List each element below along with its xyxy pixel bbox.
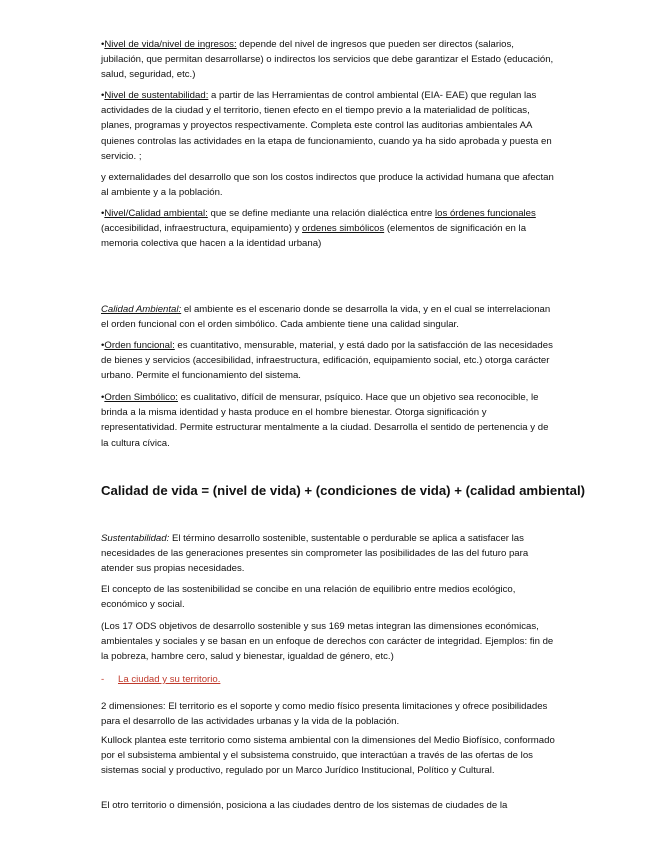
- text-calidad-ambiental: el ambiente es el escenario donde se desarrolla la vida, y en el cual se interrelacionan el orden funcional con el orden simbólico. Cada ambiente tiene una calidad singular.: [101, 304, 551, 331]
- formula-heading: Calidad de vida = (nivel de vida) + (condiciones de vida) + (calidad ambiental): [101, 483, 586, 498]
- bullet-orden-simbolico: [101, 390, 556, 451]
- bullet-calidad-ambiental-nivel: [101, 206, 556, 252]
- bullet-glyph: •: [101, 39, 105, 50]
- text-sustentabilidad: El término desarrollo sostenible, sustentable o perdurable se aplica a satisfacer las necesidades de las generaciones presentes sin comprometer las posibilidades de las del futuro para atender sus propias necesidades.: [101, 533, 529, 575]
- text-relacion-dialectica: que se define mediante una relación dialéctica entre: [207, 208, 436, 219]
- paragraph-sustentabilidad: [101, 531, 556, 577]
- text-elementos-significacion: (elementos de significación en la memoria colectiva que hacen a la identidad urbana): [101, 223, 527, 250]
- paragraph-concepto: El concepto de las sostenibilidad se concibe en una relación de equilibrio entre medios ecológico, económico y social.: [101, 584, 516, 611]
- term-calidad-ambiental: Calidad Ambiental:: [101, 304, 182, 315]
- section-title: La ciudad y su territorio.: [118, 674, 221, 685]
- text-orden-funcional: es cuantitativo, mensurable, material, y está dado por la satisfacción de las necesidades de bienes y servicios (accesibilidad, infraestructura, edificación, equipamiento social, etc.) otorga carácter urbano. Permite el funcionamiento del sistema.: [101, 340, 553, 382]
- link-ordenes-funcionales: los órdenes funcionales: [435, 208, 536, 219]
- bullet-nivel-de-sustentabilidad: [101, 88, 556, 164]
- bullet-glyph: •: [101, 340, 105, 351]
- paragraph-kullock: Kullock plantea este territorio como sistema ambiental con la dimensiones del Medio Biofísico, conformado por el subsistema ambiental y el subsistema construido, que interactúan a través de las ofertas de los sistemas social y productivo, regulado por un Marco Jurídico Institucional, Político y Cultural.: [101, 735, 555, 777]
- paragraph-otro-territorio: El otro territorio o dimensión, posiciona a las ciudades dentro de los sistemas de ciudades de la: [101, 800, 508, 811]
- bullet-glyph: •: [101, 392, 105, 403]
- term-sustentabilidad: Sustentabilidad:: [101, 533, 170, 544]
- section-heading: [101, 672, 556, 687]
- link-ordenes-simbolicos: ordenes simbólicos: [302, 223, 385, 235]
- term-nivel-de-sustentabilidad: Nivel de sustentabilidad:: [104, 90, 209, 101]
- paragraph-dimensiones: 2 dimensiones: El territorio es el soporte y como medio físico presenta limitaciones y ofrece posibilidades para el desarrollo de las actividades urbanas y la vida de la población.: [101, 701, 548, 728]
- text-nivel-de-sustentabilidad: a partir de las Herramientas de control ambiental (EIA- EAE) que regulan las actividades de la ciudad y el territorio, tienen efecto en el tiempo previo a la materialidad de políticas, planes, programas y proyectos respectivamente. Completa este control las auditorias ambientales AA quienes controlas las actividades en la etapa de funcionamiento, cuando ya ha sido aprobada y puesta en servicio. ;: [101, 90, 552, 162]
- text-orden-simbolico: es cualitativo, difícil de mensurar, psíquico. Hace que un objetivo sea reconocible, le brinda a la misma identidad y hasta produce en el hombre bienestar. Otorga significación y representatividad. Permite estructurar mentalmente a la ciudad. Desarrolla el sentido de pertenencia y de la cultura cívica.: [101, 392, 549, 449]
- bullet-glyph: •: [101, 208, 105, 219]
- section-dash: -: [101, 674, 105, 685]
- paragraph-externalidades: y externalidades del desarrollo que son los costos indirectos que produce la actividad humana que afectan al ambiente y a la población.: [101, 172, 554, 199]
- bullet-nivel-de-vida: [101, 37, 556, 83]
- term-nivel-de-vida: Nivel de vida/nivel de ingresos:: [104, 39, 237, 50]
- bullet-glyph: •: [101, 90, 105, 101]
- term-orden-funcional: Orden funcional:: [104, 340, 175, 351]
- paragraph-ods: (Los 17 ODS objetivos de desarrollo sostenible y sus 169 metas integran las dimensiones económicas, ambientales y sociales y se basan en un enfoque de derechos con carácter de integridad. Ejemplos: fin de la pobreza, hambre cero, salud y bienestar, igualdad de género, etc.): [101, 621, 554, 663]
- text-accesibilidad: (accesibilidad, infraestructura, equipamiento) y: [101, 223, 303, 235]
- text-nivel-de-vida: depende del nivel de ingresos que pueden ser directos (salarios, jubilación, que permitan desarrollarse) o indirectos los servicios que debe garantizar el Estado (educación, salud, seguridad, etc.): [101, 39, 554, 81]
- term-nivel-calidad-ambiental: Nivel/Calidad ambiental:: [104, 208, 208, 219]
- term-orden-simbolico: Orden Simbólico:: [104, 392, 178, 403]
- paragraph-calidad-ambiental: [101, 302, 556, 332]
- bullet-orden-funcional: [101, 338, 556, 384]
